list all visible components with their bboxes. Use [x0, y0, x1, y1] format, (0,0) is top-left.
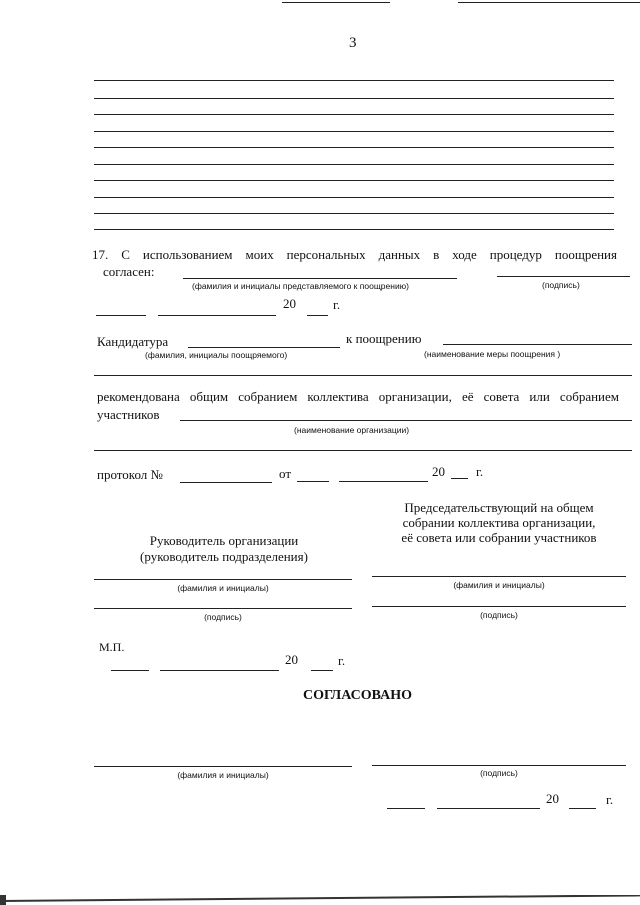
- right-name-caption: (фамилия и инициалы): [453, 580, 545, 590]
- protocol-label: протокол №: [97, 467, 163, 482]
- bottom-scan-edge: [0, 895, 640, 905]
- agreed-sign-caption: (подпись): [480, 768, 518, 778]
- recommended-extra-line[interactable]: [94, 450, 632, 451]
- protocol-from: от: [279, 466, 292, 481]
- candidate-award-line[interactable]: [443, 344, 632, 345]
- left-sign-caption: (подпись): [204, 612, 242, 622]
- blank-line: [94, 114, 614, 115]
- blank-line: [94, 131, 614, 132]
- blank-line: [94, 213, 614, 214]
- stamp-day-line[interactable]: [111, 670, 149, 671]
- item17-name-line[interactable]: [183, 278, 457, 279]
- protocol-day-line[interactable]: [297, 481, 329, 482]
- right-signer-title-3: её совета или собрании участников: [401, 530, 597, 545]
- page-number: 3: [349, 35, 357, 51]
- item17-name-caption: (фамилия и инициалы представляемого к поощрению): [192, 281, 409, 291]
- agreed-name-line[interactable]: [94, 766, 352, 767]
- right-sign-caption: (подпись): [480, 610, 518, 620]
- right-name-line[interactable]: [372, 576, 626, 577]
- recommended-line1: рекомендована общим собранием коллектива организации, её совета или собранием: [97, 389, 619, 404]
- top-border-line-left: [282, 2, 390, 3]
- item17-day-line[interactable]: [96, 315, 146, 316]
- stamp-year-suffix: г.: [338, 653, 346, 668]
- agreed-year-line[interactable]: [569, 808, 596, 809]
- protocol-year-suffix: г.: [476, 464, 484, 479]
- item17-text: 17. С использованием моих персональных данных в ходе процедур поощрения: [92, 247, 617, 262]
- left-signer-title-2: (руководитель подразделения): [140, 549, 308, 564]
- agreed-name-caption: (фамилия и инициалы): [177, 770, 269, 780]
- stamp-year-line[interactable]: [311, 670, 333, 671]
- right-signer-title-1: Председательствующий на общем: [404, 500, 594, 515]
- top-border-line-right: [458, 2, 640, 3]
- left-sign-line[interactable]: [94, 608, 352, 609]
- candidate-name-caption: (фамилия, инициалы поощряемого): [145, 350, 288, 360]
- blank-line: [94, 180, 614, 181]
- protocol-number-line[interactable]: [180, 482, 272, 483]
- candidate-extra-line[interactable]: [94, 375, 632, 376]
- item17-sign-caption: (подпись): [542, 280, 580, 290]
- agreed-sign-line[interactable]: [372, 765, 626, 766]
- blank-line: [94, 147, 614, 148]
- recommended-org-caption: (наименование организации): [294, 425, 410, 435]
- candidate-name-line[interactable]: [188, 347, 340, 348]
- protocol-year-prefix: 20: [432, 464, 445, 479]
- stamp-mp: М.П.: [99, 640, 125, 654]
- blank-line: [94, 197, 614, 198]
- right-sign-line[interactable]: [372, 606, 626, 607]
- left-name-caption: (фамилия и инициалы): [177, 583, 269, 593]
- agreed-year-suffix: г.: [606, 792, 614, 807]
- candidate-label: Кандидатура: [97, 334, 169, 349]
- left-signer-title-1: Руководитель организации: [149, 533, 299, 548]
- candidate-award-caption: (наименование меры поощрения ): [424, 349, 561, 359]
- right-signer-title-2: собрании коллектива организации,: [402, 515, 596, 530]
- agreed-title: СОГЛАСОВАНО: [303, 688, 412, 703]
- stamp-month-line[interactable]: [160, 670, 279, 671]
- item17-sign-line[interactable]: [497, 276, 630, 277]
- agreed-day-line[interactable]: [387, 808, 425, 809]
- agreed-month-line[interactable]: [437, 808, 540, 809]
- item17-agree-label: согласен:: [103, 264, 155, 279]
- item17-month-line[interactable]: [158, 315, 276, 316]
- item17-year-prefix: 20: [283, 296, 296, 311]
- item17-year-line[interactable]: [307, 315, 328, 316]
- recommended-line2: участников: [97, 407, 160, 422]
- protocol-year-line[interactable]: [451, 478, 468, 479]
- blank-line: [94, 98, 614, 99]
- left-name-line[interactable]: [94, 579, 352, 580]
- blank-line: [94, 80, 614, 81]
- item17-year-suffix: г.: [333, 297, 341, 312]
- agreed-year-prefix: 20: [546, 791, 559, 806]
- stamp-year-prefix: 20: [285, 652, 298, 667]
- protocol-month-line[interactable]: [339, 481, 428, 482]
- blank-line: [94, 229, 614, 230]
- candidate-to-award: к поощрению: [346, 331, 422, 346]
- blank-line: [94, 164, 614, 165]
- recommended-org-line[interactable]: [180, 420, 632, 421]
